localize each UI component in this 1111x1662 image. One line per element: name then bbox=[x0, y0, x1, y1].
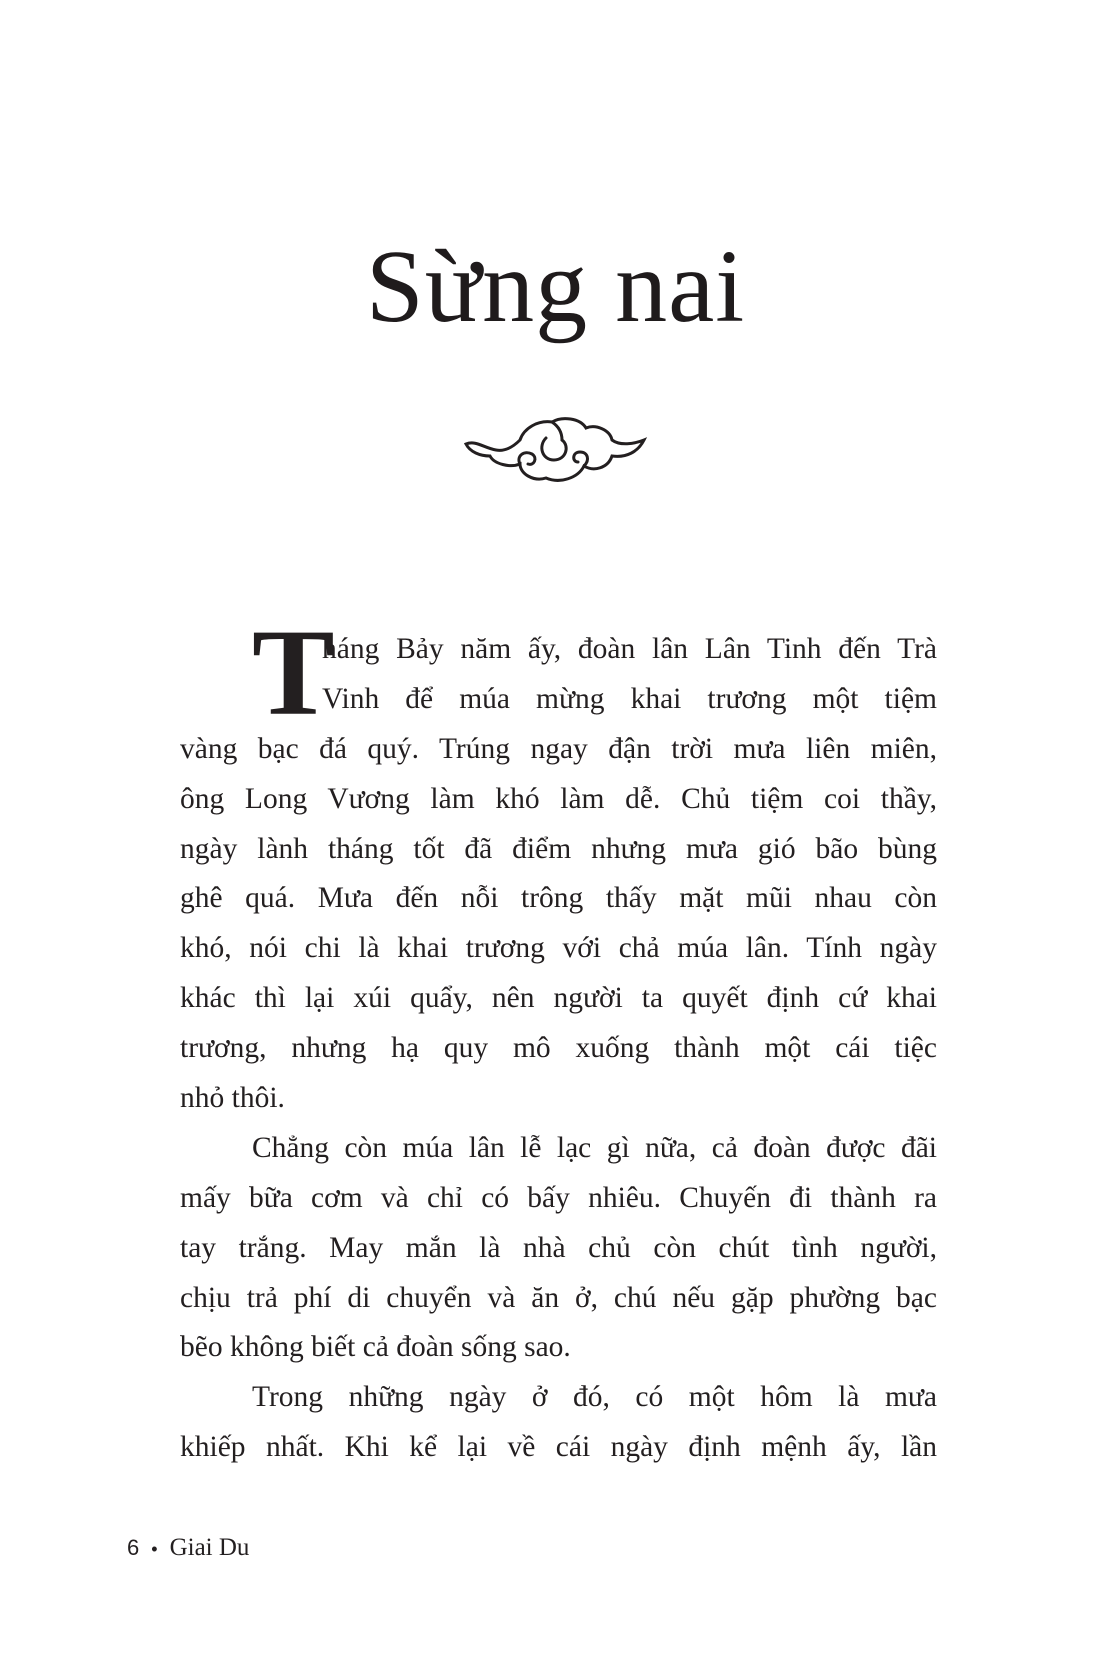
page-number: 6 bbox=[127, 1535, 140, 1560]
text-line: khó, nói chi là khai trương với chả múa lân. Tính ngày bbox=[180, 932, 937, 965]
chapter-title: Sừng nai bbox=[365, 229, 746, 344]
text-line: nhỏ thôi. bbox=[180, 1082, 285, 1115]
text-line: vàng bạc đá quý. Trúng ngay đận trời mưa liên miên, bbox=[180, 732, 937, 765]
cloud-ornament-icon bbox=[462, 412, 648, 486]
text-line: ông Long Vương làm khó làm dễ. Chủ tiệm coi thầy, bbox=[180, 782, 937, 815]
page-footer bbox=[127, 1534, 249, 1562]
text-line: chịu trả phí di chuyển và ăn ở, chú nếu gặp phường bạc bbox=[180, 1281, 937, 1314]
chapter-body bbox=[180, 604, 937, 1473]
text-line: khác thì lại xúi quẩy, nên người ta quyết định cứ khai bbox=[180, 982, 937, 1015]
text-line: Vinh để múa mừng khai trương một tiệm bbox=[322, 682, 937, 715]
text-line: Chẳng còn múa lân lễ lạc gì nữa, cả đoàn được đãi bbox=[252, 1131, 937, 1164]
text-line: háng Bảy năm ấy, đoàn lân Lân Tinh đến Trà bbox=[322, 633, 937, 665]
text-line: khiếp nhất. Khi kể lại về cái ngày định mệnh ấy, lần bbox=[180, 1431, 937, 1464]
text-line: tay trắng. May mắn là nhà chủ còn chút tình người, bbox=[180, 1231, 937, 1264]
book-title: Giai Du bbox=[169, 1534, 250, 1561]
drop-cap: T bbox=[252, 604, 335, 741]
footer-separator: • bbox=[151, 1539, 158, 1559]
text-line: bẽo không biết cả đoàn sống sao. bbox=[180, 1331, 571, 1364]
text-line: ghê quá. Mưa đến nỗi trông thấy mặt mũi nhau còn bbox=[180, 882, 937, 915]
text-line: Trong những ngày ở đó, có một hôm là mưa bbox=[252, 1381, 937, 1414]
text-line: mấy bữa cơm và chỉ có bấy nhiêu. Chuyến đi thành ra bbox=[180, 1181, 937, 1214]
text-line: trương, nhưng hạ quy mô xuống thành một cái tiệc bbox=[180, 1032, 937, 1065]
text-line: ngày lành tháng tốt đã điểm nhưng mưa gió bão bùng bbox=[180, 832, 937, 865]
